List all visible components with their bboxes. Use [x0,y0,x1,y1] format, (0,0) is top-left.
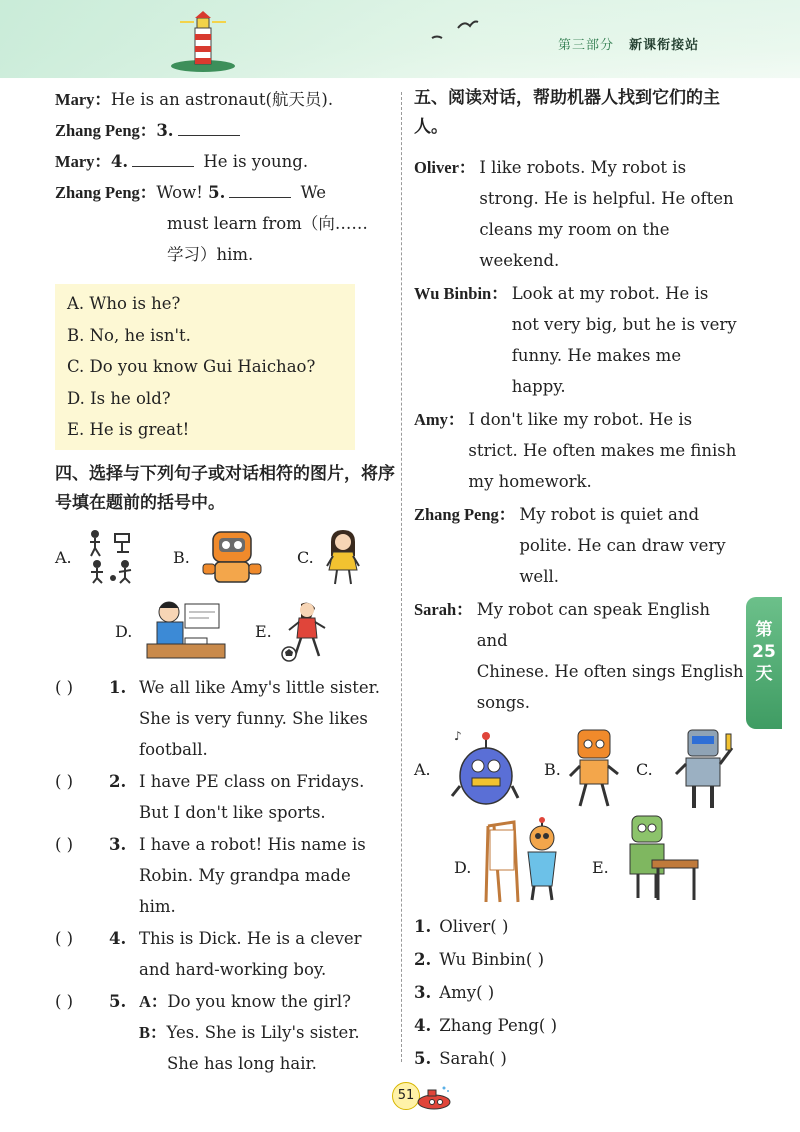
picture-label: E. [592,858,609,877]
dialogue-line [55,84,395,115]
dialogue-block [414,404,744,497]
answer-row[interactable] [414,910,744,943]
robot-a [414,726,524,812]
dialogue-text: weekend. [479,251,560,270]
answer-paren[interactable]: ( ) [55,771,74,791]
svg-text:♪: ♪ [454,729,462,743]
dialogue-line [55,115,395,146]
question-text: Yes. She is Lily's sister. [166,1022,360,1042]
dialogue-text: Look at my robot. He is [511,284,709,303]
answer-text: Wu Binbin( ) [439,950,545,969]
dialogue-text: My robot is quiet and [519,505,700,524]
dialogue-text: 学习）him. [167,245,254,264]
answer-row[interactable] [414,976,744,1009]
option-item: D. Is he old? [67,388,171,408]
section-4-title: 四、选择与下列句子或对话相符的图片，将序号填在题前的括号中。 [55,463,395,513]
question-text: Do you know the girl? [167,991,352,1011]
picture-label: A. [414,760,431,779]
question-text: him. [139,896,176,916]
robot-c [636,726,746,812]
answer-text: Sarah( ) [439,1049,507,1068]
question-number: 2. [109,771,127,791]
picture-label: C. [636,760,653,779]
drawing-robot-icon [484,816,564,906]
dialogue-text: not very big, but he is very [511,315,737,334]
robot-pictures [414,726,744,906]
question-text: Robin. My grandpa made [139,865,351,885]
answer-number: 4. [414,1016,432,1035]
question-item [55,923,395,985]
options-box [55,284,355,450]
picture-label: C. [297,547,314,567]
answer-number: 1. [414,917,432,936]
question-text: I have a robot! His name is [139,834,366,854]
picture-label: E. [255,621,272,641]
speaker-label: A： [139,991,168,1011]
answer-row[interactable] [414,1009,744,1042]
dialogue-text: My robot can speak English and [476,600,711,650]
section-label [558,34,699,53]
picture-c [297,528,387,588]
cleaning-robot-icon [564,726,624,812]
answer-paren[interactable]: ( ) [55,834,74,854]
question-text: and hard-working boy. [139,959,327,979]
speaker-label: Oliver： [414,158,476,177]
answer-text: Oliver( ) [439,917,509,936]
question-text: She is very funny. She likes [139,708,368,728]
dialogue-text: my homework. [468,472,592,491]
section-part: 第三部分 [558,38,615,53]
question-number: 5. [109,991,127,1011]
dialogue-text: well. [519,567,559,586]
question-text: I have PE class on Fridays. [139,771,365,791]
dialogue-text: songs. [476,693,530,712]
dialogue-text: happy. [511,377,566,396]
speaker-label: Sarah： [414,600,473,619]
strict-robot-icon [670,726,736,812]
option-item: E. He is great! [67,420,190,439]
option-item: B. No, he isn't. [67,325,191,345]
answer-text: Zhang Peng( ) [439,1016,558,1035]
kids-playing-icon [87,528,139,584]
dialogue-text: He is young. [203,152,309,171]
picture-d [115,598,235,666]
blank-number: 3. [156,121,174,140]
question-item [55,766,395,828]
dialogue-text: must learn from（向…… [167,214,368,233]
question-text: This is Dick. He is a clever [139,928,362,948]
answer-blank[interactable] [229,183,291,198]
singing-robot-icon [450,726,520,812]
question-number: 3. [109,834,127,854]
option-item: A. Who is he? [67,294,181,313]
dialogue-text: Chinese. He often sings English [476,662,744,681]
tab-text: 天 [755,664,773,684]
dialogue-text: strict. He often makes me finish [468,441,737,460]
picture-label: D. [115,621,133,641]
picture-a [55,528,145,588]
section-name: 新课衔接站 [629,38,700,53]
dialogue-text: I like robots. My robot is [479,158,687,177]
dialogue-text: We [300,183,326,202]
girl-icon [323,528,363,586]
dialogue-block [414,499,744,592]
page-number: 51 [392,1082,420,1110]
robot-d [454,816,564,906]
blank-number: 5. [208,183,226,202]
answer-paren[interactable]: ( ) [55,991,74,1011]
right-column [414,84,744,1075]
question-number: 4. [109,928,127,948]
girl-football-icon [279,598,329,664]
robot-b [544,726,634,812]
tab-text: 25 [752,642,776,662]
submarine-icon [414,1086,454,1110]
answer-number: 5. [414,1049,432,1068]
question-text: football. [139,739,208,759]
speaker-label: Amy： [414,410,465,429]
answer-number: 3. [414,983,432,1002]
speaker-label: Mary： [55,90,111,109]
day-tab [746,597,782,729]
picture-label: A. [55,547,72,567]
dialogue-line [55,177,395,208]
dialogue-text: I don't like my robot. He is [468,410,693,429]
column-divider [401,92,402,1062]
question-number: 1. [109,677,127,697]
speaker-label: Zhang Peng： [55,183,157,202]
dialogue-text: strong. He is helpful. He often [479,189,734,208]
dialogue-block [414,594,744,718]
answer-row[interactable] [414,943,744,976]
answer-paren[interactable]: ( ) [55,928,74,948]
speaker-label: Zhang Peng： [414,505,516,524]
picture-b [173,528,273,588]
answer-blank[interactable] [132,152,194,167]
dialogue-text: Wow! [156,183,203,202]
question-item [55,986,395,1079]
speaker-label: B： [139,1022,167,1042]
robot-icon [201,528,265,586]
answer-paren[interactable]: ( ) [55,677,74,697]
blank-number: 4. [110,152,129,171]
dialogue-text: funny. He makes me [511,346,682,365]
dialogue-text: He is an astronaut(航天员). [110,90,334,109]
answer-row[interactable] [414,1042,744,1075]
dialogue-block [414,152,744,276]
robot-e [592,810,702,906]
dialogue-block [414,278,744,402]
question-item [55,829,395,922]
question-text: She has long hair. [167,1053,317,1073]
picture-options [55,528,395,668]
answer-number: 2. [414,950,432,969]
answer-text: Amy( ) [439,983,495,1002]
boy-studying-icon [145,598,227,664]
answer-blank[interactable] [178,121,240,136]
speaker-label: Zhang Peng： [55,121,157,140]
answer-list [414,910,744,1075]
dialogue-text: polite. He can draw very [519,536,726,555]
question-text: But I don't like sports. [139,802,326,822]
birds-icon [430,18,480,44]
picture-e [255,598,375,666]
tab-text: 第 [755,620,773,640]
lighthouse-icon [168,10,238,72]
option-item: C. Do you know Gui Haichao? [67,357,316,376]
speaker-label: Wu Binbin： [414,284,508,303]
left-column [55,84,395,1080]
dialogue-text: cleans my room on the [479,220,670,239]
quiet-robot-icon [622,810,702,904]
picture-label: B. [544,760,561,779]
question-text: We all like Amy's little sister. [139,677,380,697]
dialogue-line [55,146,395,177]
section-5-title: 五、阅读对话，帮助机器人找到它们的主人。 [414,88,720,137]
picture-label: D. [454,858,472,877]
picture-label: B. [173,547,190,567]
speaker-label: Mary： [55,152,111,171]
question-item [55,672,395,765]
page-header [0,0,800,80]
